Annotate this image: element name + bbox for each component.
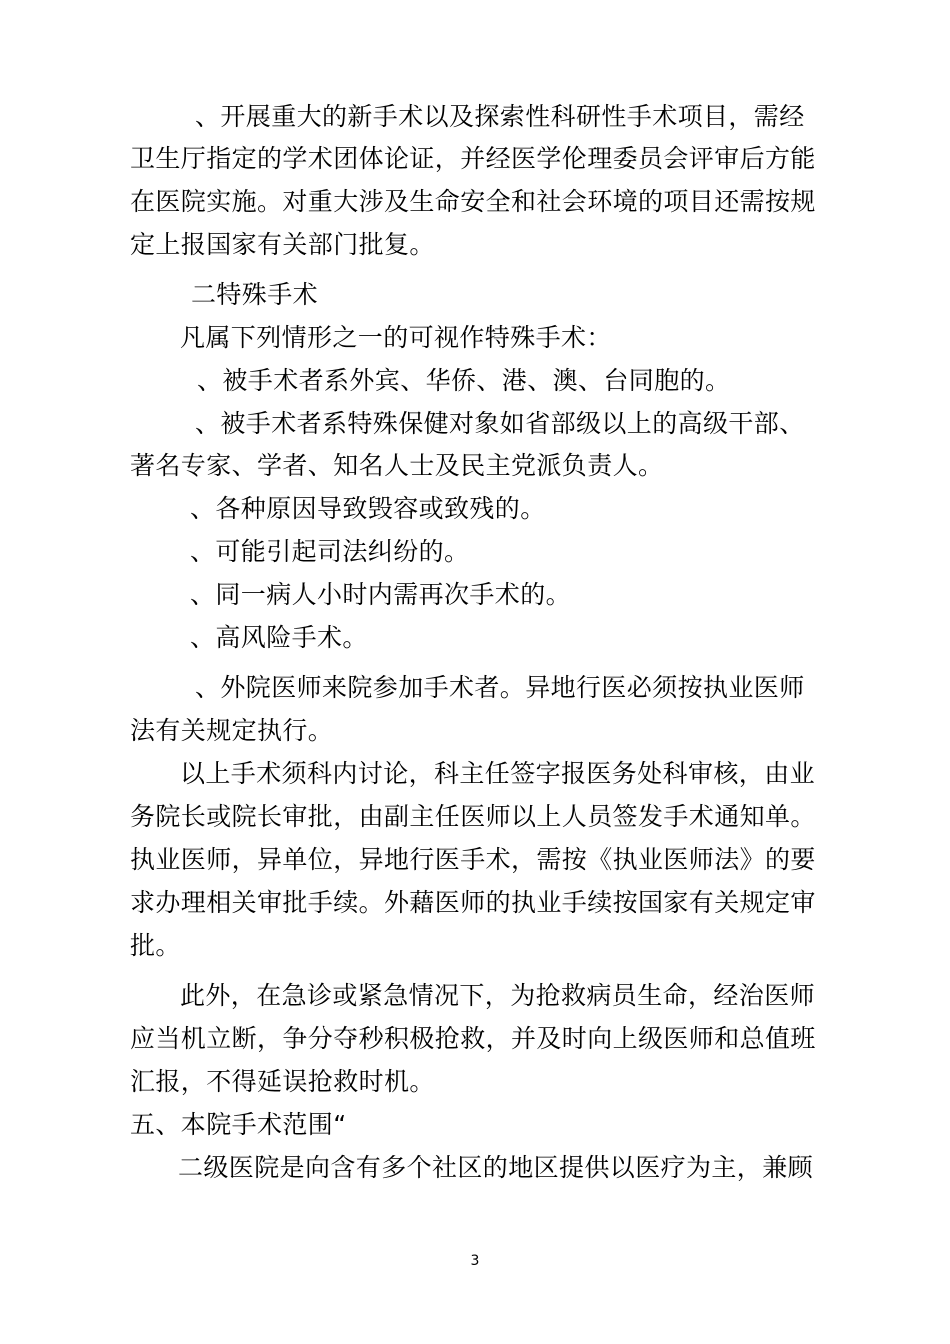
list-item: 、高风险手术。 — [190, 623, 368, 652]
list-item: 、外院医师来院参加手术者。异地行医必须按执业医师 — [195, 673, 805, 702]
text-line: 二级医院是向含有多个社区的地区提供以医疗为主，兼顾 — [178, 1153, 814, 1182]
section-heading: 二特殊手术 — [191, 280, 319, 309]
list-item: 、各种原因导致毁容或致残的。 — [190, 494, 546, 523]
list-item: 、同一病人小时内需再次手术的。 — [190, 580, 572, 609]
text-line: 在医院实施。对重大涉及生命安全和社会环境的项目还需按规 — [130, 187, 816, 216]
text-line: 以上手术须科内讨论，科主任签字报医务处科审核，由业 — [180, 759, 816, 788]
text-line: 求办理相关审批手续。外藉医师的执业手续按国家有关规定审 — [130, 888, 816, 917]
page-number: 3 — [470, 1253, 480, 1269]
section-heading: 五、本院手术范围“ — [130, 1110, 347, 1139]
text-line: 凡属下列情形之一的可视作特殊手术： — [180, 323, 612, 352]
list-item: 、可能引起司法纠纷的。 — [190, 537, 470, 566]
text-line: 此外，在急诊或紧急情况下，为抢救病员生命，经治医师 — [180, 981, 816, 1010]
text-line: 务院长或院长审批，由副主任医师以上人员签发手术通知单。 — [130, 802, 816, 831]
text-line: 著名专家、学者、知名人士及民主党派负责人。 — [130, 451, 664, 480]
text-line: 执业医师，异单位，异地行医手术，需按《执业医师法》的要 — [130, 845, 816, 874]
text-line: 卫生厅指定的学术团体论证，并经医学伦理委员会评审后方能 — [130, 144, 816, 173]
list-item: 、被手术者系特殊保健对象如省部级以上的高级干部、 — [195, 409, 805, 438]
text-line: 法有关规定执行。 — [130, 716, 334, 745]
text-line: 汇报，不得延误抢救时机。 — [130, 1067, 435, 1096]
text-line: 批。 — [130, 931, 181, 960]
text-line: 应当机立断，争分夺秒积极抢救，并及时向上级医师和总值班 — [130, 1024, 816, 1053]
text-line: 、开展重大的新手术以及探索性科研性手术项目，需经 — [195, 102, 805, 131]
list-item: 、被手术者系外宾、华侨、港、澳、台同胞的。 — [197, 366, 731, 395]
text-line: 定上报国家有关部门批复。 — [130, 230, 435, 259]
